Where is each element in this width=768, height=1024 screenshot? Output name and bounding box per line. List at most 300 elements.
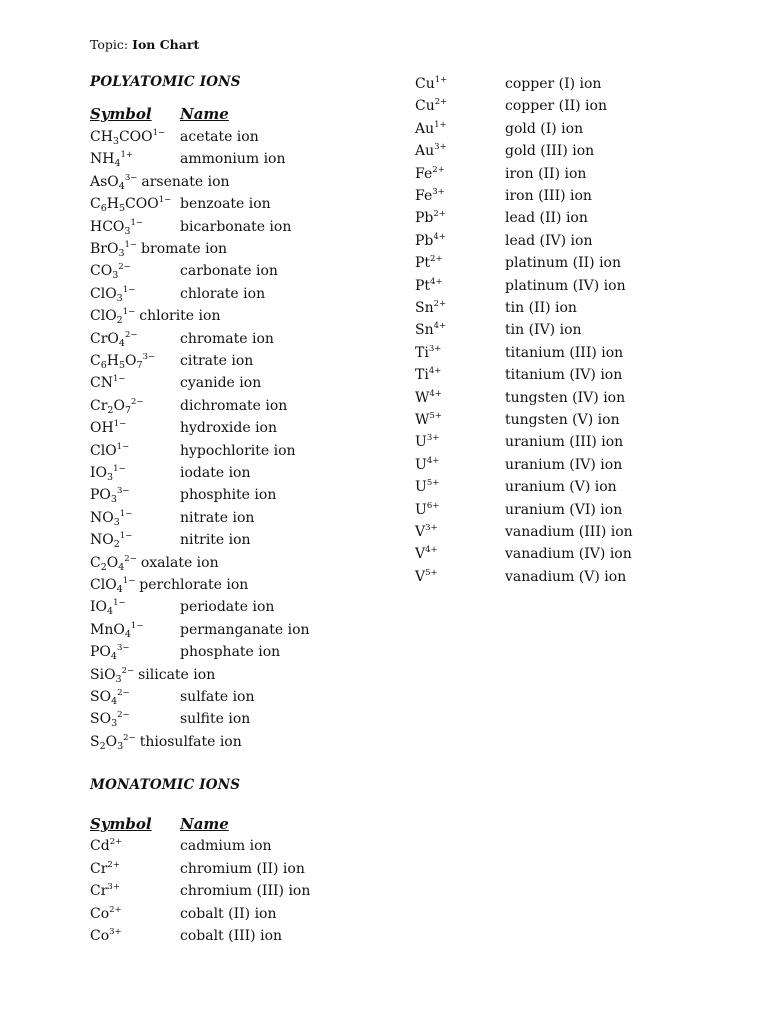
ion-symbol (415, 364, 441, 386)
ion-name: uranium (III) ion (505, 434, 624, 451)
symbol-text: U (415, 456, 427, 473)
ion-name: cobalt (II) ion (180, 905, 277, 922)
subscript: 2 (116, 315, 123, 327)
ion-symbol (90, 529, 132, 551)
symbol-text: V (415, 568, 426, 585)
ion-row (90, 858, 410, 880)
ion-name: dichromate ion (180, 397, 288, 414)
ion-symbol (415, 521, 438, 543)
charge-superscript: 1− (122, 307, 136, 318)
ion-name: arsenate ion (141, 173, 230, 190)
ion-symbol (90, 858, 120, 880)
ion-name: copper (I) ion (505, 76, 602, 92)
subscript: 6 (100, 360, 107, 371)
ion-name: cyanide ion (180, 375, 262, 392)
charge-superscript: 1+ (434, 75, 448, 85)
ion-name: permanganate ion (180, 621, 310, 638)
charge-superscript: 2+ (107, 859, 120, 870)
subscript: 2 (107, 404, 114, 416)
ion-symbol (90, 880, 120, 902)
subscript: 4 (118, 337, 125, 349)
symbol-text: OH (90, 420, 114, 437)
ion-row (90, 686, 410, 708)
ion-name: nitrate ion (180, 509, 255, 526)
ion-symbol (415, 95, 447, 117)
ion-name: tungsten (V) ion (505, 412, 620, 428)
ion-name: chromium (II) ion (180, 860, 305, 877)
symbol-text: HCO (90, 218, 125, 235)
ion-row (90, 148, 410, 170)
subscript: 3 (112, 136, 119, 147)
symbol-text: MnO (90, 621, 125, 638)
subscript: 6 (100, 203, 107, 215)
ion-name: gold (III) ion (505, 143, 595, 160)
ion-row (90, 641, 410, 663)
charge-superscript: 2− (124, 553, 137, 564)
charge-superscript: 4+ (433, 231, 446, 242)
subscript: 4 (118, 180, 125, 192)
ion-symbol (90, 283, 135, 305)
ion-symbol (415, 297, 446, 319)
ion-row (90, 238, 410, 260)
ion-symbol (415, 409, 442, 431)
ion-symbol (415, 431, 439, 453)
ion-symbol (415, 73, 447, 95)
symbol-text: ClO (90, 442, 117, 459)
ion-name: uranium (VI) ion (505, 501, 623, 518)
subscript: 7 (124, 404, 131, 416)
subscript: 3 (116, 292, 123, 304)
ion-row (90, 574, 410, 596)
ion-symbol (90, 174, 137, 190)
symbol-text: Pb (415, 210, 434, 227)
symbol-text: Au (415, 120, 435, 137)
symbol-text: O (113, 397, 125, 414)
charge-superscript: 3+ (425, 523, 438, 533)
ion-name: benzoate ion (180, 196, 271, 213)
ion-row (90, 171, 410, 193)
ion-name: phosphite ion (180, 487, 277, 504)
symbol-text: Fe (415, 165, 433, 182)
ion-row (90, 440, 410, 462)
subscript: 5 (118, 203, 126, 215)
ion-symbol (90, 484, 129, 506)
subscript: 4 (116, 584, 123, 595)
charge-superscript: 1− (152, 128, 166, 138)
ion-symbol (90, 241, 137, 257)
ion-symbol (90, 619, 143, 641)
ion-row (90, 260, 410, 282)
symbol-text: SO (90, 689, 112, 705)
ion-name: vanadium (IV) ion (505, 546, 632, 563)
symbol-text: PO (90, 487, 111, 504)
subscript: 2 (100, 561, 107, 573)
ion-symbol (90, 350, 155, 372)
ion-symbol (415, 499, 439, 521)
symbol-text: Co (90, 928, 110, 944)
ion-symbol (90, 328, 137, 350)
ion-name: vanadium (V) ion (505, 568, 627, 585)
ion-row (90, 835, 410, 857)
symbol-text: CN (90, 375, 113, 392)
charge-superscript: 3+ (426, 433, 440, 444)
charge-superscript: 1+ (120, 150, 134, 161)
ion-symbol (415, 275, 443, 297)
ion-row (415, 342, 735, 364)
charge-superscript: 6+ (426, 500, 440, 511)
symbol-text: Cu (415, 76, 435, 92)
symbol-text: H (106, 353, 119, 369)
ion-name: sulfate ion (180, 689, 255, 705)
polyatomic-symbol-header: Symbol (90, 105, 152, 123)
ion-symbol (90, 462, 126, 484)
symbol-text: COO (125, 196, 159, 213)
ion-row (415, 409, 735, 431)
subscript: 4 (118, 561, 125, 573)
charge-superscript: 1− (119, 531, 133, 542)
ion-row (415, 140, 735, 162)
symbol-text: BrO (90, 241, 119, 257)
ion-row (415, 543, 735, 565)
ion-row (415, 207, 735, 229)
symbol-text: W (415, 389, 430, 406)
symbol-text: Pt (415, 277, 431, 294)
charge-superscript: 1− (116, 441, 130, 452)
ion-row (415, 431, 735, 453)
symbol-text: Cr (90, 860, 108, 877)
ion-symbol (90, 307, 136, 327)
ion-row (90, 507, 410, 529)
ion-row (90, 903, 410, 925)
ion-symbol (90, 577, 135, 593)
ion-symbol (415, 230, 446, 252)
subscript: 3 (112, 270, 119, 282)
charge-superscript: 1− (122, 284, 136, 295)
symbol-text: Sn (415, 300, 434, 316)
ion-row (415, 454, 735, 476)
subscript: 4 (111, 696, 118, 707)
subscript: 5 (118, 360, 126, 371)
ion-name: perchlorate ion (139, 577, 249, 593)
ion-row (415, 319, 735, 341)
ion-row (90, 193, 410, 215)
ion-row (90, 417, 410, 439)
subscript: 4 (107, 606, 114, 618)
ion-row (90, 552, 410, 574)
ion-name: chlorite ion (139, 308, 221, 325)
symbol-text: U (415, 501, 427, 518)
charge-superscript: 1− (130, 620, 144, 631)
ion-row (415, 521, 735, 543)
ion-symbol (415, 163, 445, 185)
charge-superscript: 2− (121, 665, 135, 676)
ion-name: copper (II) ion (505, 98, 607, 115)
subscript: 3 (110, 494, 117, 506)
symbol-text: S (90, 733, 100, 750)
symbol-text: U (415, 479, 427, 496)
charge-superscript: 1− (113, 598, 126, 609)
ion-name: gold (I) ion (505, 120, 584, 137)
ion-row (415, 499, 735, 521)
ion-row (90, 664, 410, 686)
symbol-text: NH (90, 151, 115, 168)
symbol-text: C (90, 353, 101, 369)
ion-symbol (90, 925, 122, 947)
ion-symbol (90, 507, 132, 529)
ion-symbol (90, 708, 130, 730)
symbol-text: ClO (90, 285, 117, 302)
charge-superscript: 3+ (428, 343, 442, 354)
ion-row (415, 476, 735, 498)
ion-row (90, 708, 410, 730)
ion-name: uranium (V) ion (505, 479, 617, 496)
ion-name: tin (IV) ion (505, 322, 582, 339)
charge-superscript: 2+ (109, 904, 122, 915)
charge-superscript: 3− (116, 486, 130, 497)
ion-name: citrate ion (180, 353, 254, 369)
ion-row (90, 925, 410, 947)
ion-name: periodate ion (180, 599, 275, 616)
ion-row (415, 252, 735, 274)
ion-name: platinum (II) ion (505, 255, 622, 272)
charge-superscript: 1− (113, 419, 127, 430)
ion-row (90, 731, 410, 753)
ion-name: nitrite ion (180, 532, 251, 549)
ion-row (90, 126, 410, 148)
ion-row (415, 297, 735, 319)
symbol-text: NO (90, 532, 114, 549)
ion-name: tin (II) ion (505, 300, 577, 316)
subscript: 3 (117, 740, 124, 752)
ion-name: iron (III) ion (505, 188, 592, 204)
subscript: 2 (99, 740, 106, 752)
ion-row (415, 387, 735, 409)
ion-name: carbonate ion (180, 263, 278, 280)
subscript: 4 (114, 158, 121, 170)
ion-row (415, 95, 735, 117)
ion-row (415, 163, 735, 185)
ion-name: bromate ion (141, 241, 228, 257)
charge-superscript: 1− (130, 217, 143, 228)
ion-symbol (90, 193, 171, 215)
subscript: 3 (107, 472, 114, 483)
ion-name: hypochlorite ion (180, 442, 296, 459)
ion-row (415, 118, 735, 140)
symbol-text: ClO (90, 308, 117, 325)
ion-name: acetate ion (180, 129, 259, 145)
ion-symbol (90, 641, 129, 663)
symbol-text: H (106, 196, 119, 213)
subscript: 3 (124, 225, 131, 237)
ion-symbol (415, 476, 439, 498)
charge-superscript: 3+ (107, 882, 120, 892)
ion-name: phosphate ion (180, 644, 281, 661)
ion-row (90, 350, 410, 372)
ion-symbol (90, 667, 134, 683)
ion-symbol (415, 342, 441, 364)
charge-superscript: 3− (142, 352, 156, 362)
ion-row (90, 596, 410, 618)
subscript: 3 (111, 718, 118, 730)
symbol-text: SO (90, 711, 112, 728)
ion-row (90, 372, 410, 394)
ion-symbol (90, 126, 165, 148)
charge-superscript: 4+ (429, 388, 442, 399)
charge-superscript: 3+ (432, 187, 445, 197)
ion-row (415, 185, 735, 207)
ion-symbol (415, 387, 442, 409)
ion-name: tungsten (IV) ion (505, 389, 626, 406)
charge-superscript: 4+ (433, 321, 447, 332)
ion-row (415, 73, 735, 95)
ion-name: bicarbonate ion (180, 218, 292, 235)
symbol-text: Ti (415, 344, 429, 361)
ion-symbol (415, 185, 445, 207)
symbol-text: IO (90, 599, 108, 616)
charge-superscript: 5+ (426, 478, 440, 489)
ion-name: hydroxide ion (180, 420, 278, 437)
ion-row (90, 529, 410, 551)
symbol-text: CH (90, 129, 113, 145)
ion-name: chromium (III) ion (180, 883, 311, 899)
ion-symbol (415, 543, 438, 565)
subscript: 3 (118, 248, 125, 259)
ion-name: iodate ion (180, 465, 251, 481)
charge-superscript: 4+ (425, 545, 438, 556)
monatomic-name-header: Name (180, 815, 229, 833)
symbol-text: C (90, 554, 101, 571)
symbol-text: AsO (90, 173, 119, 190)
symbol-text: O (105, 733, 118, 750)
ion-symbol (90, 395, 144, 417)
symbol-text: Cd (90, 838, 110, 854)
symbol-text: ClO (90, 577, 117, 593)
ion-symbol (90, 555, 137, 571)
ion-row (415, 230, 735, 252)
ion-name: cobalt (III) ion (180, 928, 283, 944)
charge-superscript: 2+ (430, 254, 443, 265)
symbol-text: SiO (90, 666, 116, 683)
symbol-text: Cr (90, 883, 108, 899)
charge-superscript: 4+ (428, 366, 442, 377)
ion-symbol (415, 454, 439, 476)
symbol-text: NO (90, 509, 114, 526)
ion-row (415, 275, 735, 297)
subscript: 7 (136, 360, 143, 371)
charge-superscript: 1− (158, 195, 172, 206)
charge-superscript: 2− (118, 262, 131, 273)
charge-superscript: 5+ (429, 411, 442, 421)
charge-superscript: 1+ (434, 119, 447, 130)
ion-symbol (90, 596, 126, 618)
ion-symbol (415, 252, 443, 274)
symbol-text: V (415, 524, 426, 540)
ion-name: cadmium ion (180, 838, 272, 854)
ion-symbol (415, 140, 447, 162)
symbol-text: IO (90, 465, 108, 481)
monatomic-symbol-header: Symbol (90, 815, 152, 833)
symbol-text: Co (90, 905, 110, 922)
symbol-text: Pb (415, 232, 434, 249)
symbol-text: Ti (415, 367, 429, 384)
symbol-text: Sn (415, 322, 434, 339)
symbol-text: Fe (415, 188, 433, 204)
ion-name: vanadium (III) ion (505, 524, 633, 540)
topic-value: Ion Chart (132, 37, 200, 52)
symbol-text: Cr (90, 397, 108, 414)
ion-name: titanium (III) ion (505, 344, 624, 361)
symbol-text: O (125, 353, 137, 369)
symbol-text: Au (415, 143, 435, 160)
charge-superscript: 2− (124, 329, 138, 340)
polyatomic-title: POLYATOMIC IONS (90, 74, 241, 90)
charge-superscript: 3+ (109, 927, 122, 937)
ion-row (90, 216, 410, 238)
ion-symbol (90, 440, 129, 462)
ion-row (415, 364, 735, 386)
charge-superscript: 1− (113, 464, 126, 474)
charge-superscript: 3− (116, 643, 130, 654)
symbol-text: O (106, 554, 119, 571)
charge-superscript: 1− (122, 576, 136, 586)
ion-symbol (415, 319, 446, 341)
ion-symbol (90, 260, 131, 282)
ion-row (90, 328, 410, 350)
symbol-text: CO (90, 263, 113, 280)
ion-symbol (90, 903, 122, 925)
charge-superscript: 2+ (433, 299, 447, 309)
charge-superscript: 1− (112, 374, 126, 385)
charge-superscript: 2− (130, 396, 144, 407)
subscript: 3 (113, 516, 120, 528)
monatomic-title: MONATOMIC IONS (90, 777, 241, 793)
ion-name: silicate ion (138, 666, 216, 683)
charge-superscript: 4+ (426, 455, 440, 466)
symbol-text: Pt (415, 255, 431, 272)
symbol-text: CrO (90, 330, 119, 347)
charge-superscript: 2− (117, 688, 130, 698)
ion-symbol (90, 686, 130, 708)
ion-row (90, 305, 410, 327)
subscript: 2 (113, 539, 120, 551)
ion-name: titanium (IV) ion (505, 367, 623, 384)
ion-name: lead (II) ion (505, 210, 588, 227)
symbol-text: W (415, 412, 430, 428)
subscript: 4 (124, 628, 131, 640)
ion-row (90, 395, 410, 417)
ion-name: lead (IV) ion (505, 232, 593, 249)
charge-superscript: 2− (117, 710, 130, 721)
subscript: 4 (110, 651, 117, 663)
topic-line (90, 37, 199, 52)
ion-row (90, 619, 410, 641)
ion-name: sulfite ion (180, 711, 251, 728)
symbol-text: Cu (415, 98, 435, 115)
charge-superscript: 2+ (109, 837, 123, 847)
polyatomic-name-header: Name (180, 105, 229, 123)
ion-symbol (90, 417, 126, 439)
topic-label: Topic: (90, 37, 129, 52)
ion-symbol (90, 372, 126, 394)
ion-name: uranium (IV) ion (505, 456, 623, 473)
ion-name: iron (II) ion (505, 165, 587, 182)
ion-row (90, 462, 410, 484)
charge-superscript: 5+ (425, 567, 438, 578)
ion-name: thiosulfate ion (139, 733, 242, 750)
ion-symbol (90, 148, 133, 170)
ion-symbol (415, 207, 446, 229)
ion-name: platinum (IV) ion (505, 277, 626, 294)
